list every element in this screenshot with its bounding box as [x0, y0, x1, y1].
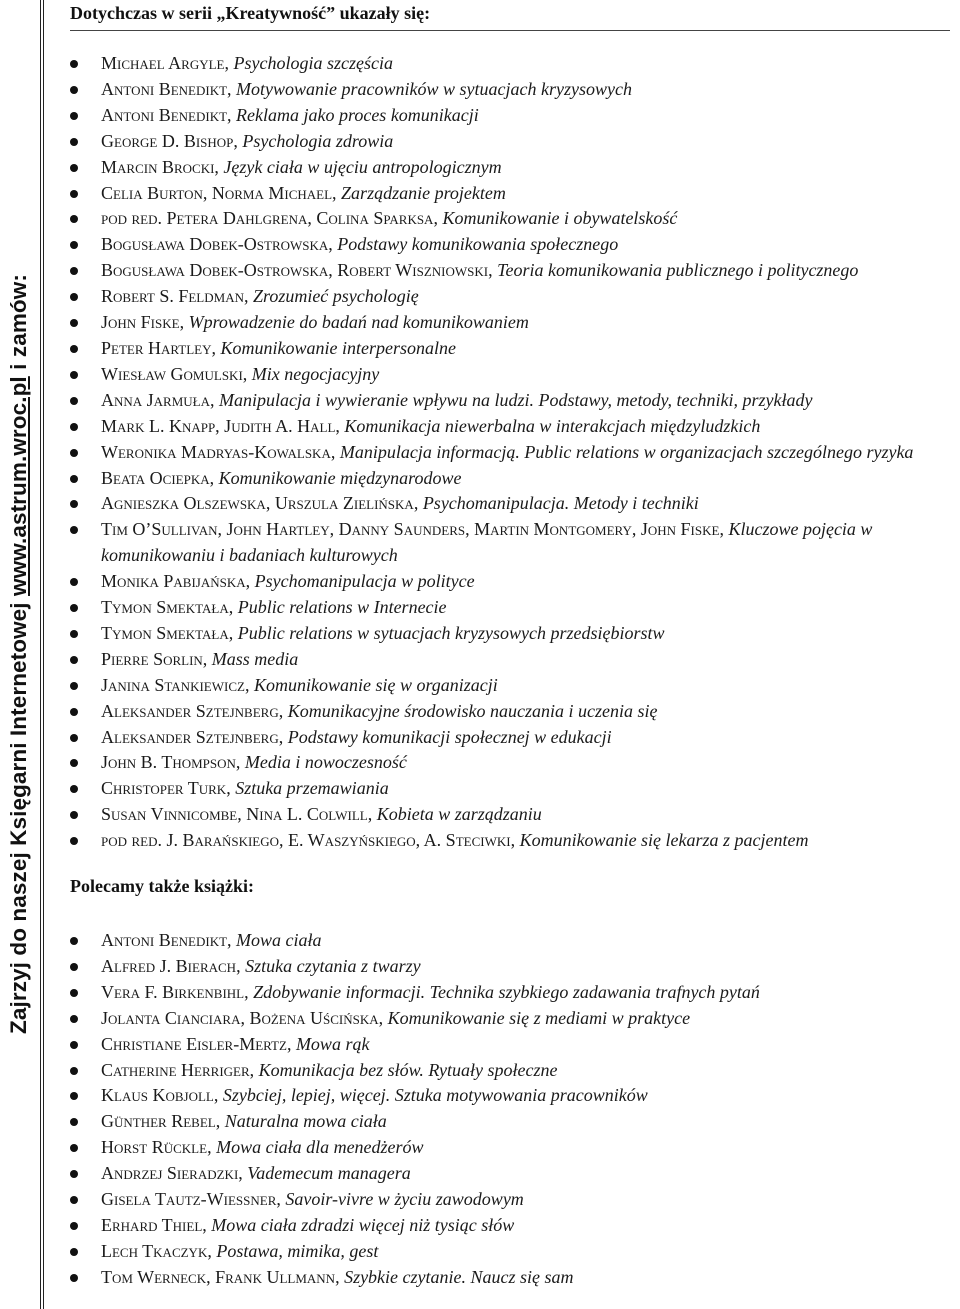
book-author: Christiane Eisler-Mertz — [101, 1033, 287, 1054]
book-author: Günther Rebel — [101, 1111, 216, 1132]
book-author: Robert S. Feldman — [101, 286, 244, 307]
book-title: Mowa ciała — [236, 930, 322, 950]
book-author: Tymon Smektała — [101, 622, 229, 643]
book-author: John Fiske — [101, 312, 180, 333]
book-entry: Lech Tkaczyk, Postawa, mimika, gest — [70, 1239, 955, 1265]
book-entry: Marcin Brocki, Język ciała w ujęciu antropologicznym — [70, 155, 955, 181]
book-author: Monika Pabijańska — [101, 571, 246, 592]
book-author: Marcin Brocki — [101, 156, 215, 177]
book-title: Manipulacja informacją. Public relations w organizacjach szczególnego ryzyka — [339, 441, 914, 462]
book-entry: Bogusława Dobek-Ostrowska, Podstawy komunikowania społecznego — [70, 232, 955, 258]
book-entry: Weronika Madryas-Kowalska, Manipulacja informacją. Public relations w organizacjach szczególnego ryzyka — [70, 440, 955, 466]
recommended-book-list — [70, 928, 955, 1291]
book-title: Public relations w Internecie — [237, 597, 447, 618]
book-entry: Tymon Smektała, Public relations w sytuacjach kryzysowych przedsiębiorstw — [70, 621, 955, 647]
book-title: Sztuka czytania z twarzy — [245, 955, 421, 976]
book-author: Peter Hartley — [101, 337, 212, 358]
book-title: Język ciała w ujęciu antropologicznym — [223, 156, 502, 177]
series-heading: Dotychczas w serii „Kreatywność” ukazały się: — [70, 3, 431, 23]
book-title: Mowa rąk — [295, 1033, 370, 1054]
book-entry: Susan Vinnicombe, Nina L. Colwill, Kobieta w zarządzaniu — [70, 802, 955, 828]
book-title: Komunikowanie i obywatelskość — [442, 208, 678, 229]
book-title: Psychomanipulacja. Metody i techniki — [422, 493, 699, 514]
book-entry: Bogusława Dobek-Ostrowska, Robert Wiszniowski, Teoria komunikowania publicznego i politycznego — [70, 258, 955, 284]
vertical-rule — [43, 0, 44, 1309]
book-entry: Mark L. Knapp, Judith A. Hall, Komunikacja niewerbalna w interakcjach międzyludzkich — [70, 414, 955, 440]
book-title: Mowa ciała zdradzi więcej niż tysiąc słów — [211, 1214, 515, 1235]
book-entry: Pierre Sorlin, Mass media — [70, 647, 955, 673]
book-title: Reklama jako proces komunikacji — [236, 104, 479, 125]
book-title: Sztuka przemawiania — [235, 778, 389, 799]
book-entry: Vera F. Birkenbihl, Zdobywanie informacji. Technika szybkiego zadawania trafnych pytań — [70, 980, 955, 1006]
book-title: Szybciej, lepiej, więcej. Sztuka motywowania pracowników — [222, 1085, 648, 1106]
book-entry: Jolanta Cianciara, Bożena Uścińska, Komunikowanie się z mediami w praktyce — [70, 1006, 955, 1032]
book-author: Beata Ociepka — [101, 467, 210, 488]
book-title: Postawa, mimika, gest — [216, 1240, 379, 1261]
book-title: Mass media — [211, 648, 299, 669]
book-author: Vera F. Birkenbihl — [101, 981, 245, 1002]
side-banner — [0, 0, 38, 1309]
book-entry: Gisela Tautz-Wiessner, Savoir-vivre w życiu zawodowym — [70, 1187, 955, 1213]
book-author: Susan Vinnicombe, Nina L. Colwill — [101, 804, 368, 825]
book-entry: pod red. J. Barańskiego, E. Waszyńskiego, A. Steciwki, Komunikowanie się lekarza z pacjentem — [70, 828, 955, 854]
book-entry: Andrzej Sieradzki, Vademecum managera — [70, 1161, 955, 1187]
book-author: Tom Werneck, Frank Ullmann — [101, 1266, 336, 1287]
book-entry: Peter Hartley, Komunikowanie interpersonalne — [70, 336, 955, 362]
book-title: Komunikacja bez słów. Rytuały społeczne — [258, 1059, 558, 1080]
book-author: Aleksander Sztejnberg — [101, 726, 279, 747]
book-title: Naturalna mowa ciała — [224, 1111, 387, 1132]
book-title: Psychomanipulacja w polityce — [254, 571, 475, 592]
book-entry: Antoni Benedikt, Mowa ciała — [70, 928, 955, 954]
book-entry: Agnieszka Olszewska, Urszula Zielińska, Psychomanipulacja. Metody i techniki — [70, 491, 955, 517]
book-author: Michael Argyle — [101, 53, 225, 73]
book-author: Horst Rückle — [101, 1137, 208, 1158]
book-author: pod red. J. Barańskiego, E. Waszyńskiego, A. Steciwki — [101, 830, 511, 851]
book-author: Tymon Smektała — [101, 597, 229, 618]
book-entry: Christiane Eisler-Mertz, Mowa rąk — [70, 1032, 955, 1058]
book-entry: Robert S. Feldman, Zrozumieć psychologię — [70, 284, 955, 310]
book-entry: Janina Stankiewicz, Komunikowanie się w organizacji — [70, 673, 955, 699]
book-entry: Aleksander Sztejnberg, Komunikacyjne środowisko nauczania i uczenia się — [70, 699, 955, 725]
book-author: Klaus Kobjoll — [101, 1085, 214, 1106]
book-author: Janina Stankiewicz — [101, 674, 245, 695]
book-author: Antoni Benedikt — [101, 104, 228, 125]
book-entry: Celia Burton, Norma Michael, Zarządzanie projektem — [70, 181, 955, 207]
book-author: Antoni Benedikt — [101, 78, 228, 99]
book-author: Catherine Herriger — [101, 1059, 250, 1080]
book-entry: Antoni Benedikt, Reklama jako proces komunikacji — [70, 103, 955, 129]
book-author: Aleksander Sztejnberg — [101, 700, 279, 721]
book-entry: Tymon Smektała, Public relations w Internecie — [70, 595, 955, 621]
book-author: Wiesław Gomulski — [101, 363, 243, 384]
side-banner-text — [6, 274, 32, 1034]
recommended-heading: Polecamy także książki: — [70, 876, 254, 896]
book-author: Tim O’Sullivan, John Hartley, Danny Saunders, Martin Montgomery, John Fiske — [101, 519, 720, 540]
bookstore-link[interactable]: www.astrum.wroc.pl — [6, 376, 31, 596]
book-author: Alfred J. Bierach — [101, 955, 237, 976]
book-author: Antoni Benedikt — [101, 930, 228, 950]
heading-divider — [70, 30, 950, 31]
book-title: Savoir-vivre w życiu zawodowym — [285, 1189, 524, 1210]
book-entry: Alfred J. Bierach, Sztuka czytania z twarzy — [70, 954, 955, 980]
book-author: Jolanta Cianciara, Bożena Uścińska — [101, 1007, 379, 1028]
book-author: John B. Thompson — [101, 752, 236, 773]
book-author: pod red. Petera Dahlgrena, Colina Sparksa — [101, 208, 434, 229]
book-title: Kobieta w zarządzaniu — [376, 804, 542, 825]
book-author: Andrzej Sieradzki — [101, 1163, 239, 1184]
vertical-rule — [40, 0, 41, 1309]
book-entry: Catherine Herriger, Komunikacja bez słów. Rytuały społeczne — [70, 1058, 955, 1084]
book-entry: Aleksander Sztejnberg, Podstawy komunikacji społecznej w edukacji — [70, 725, 955, 751]
book-title: Zrozumieć psychologię — [252, 286, 419, 307]
book-entry: Beata Ociepka, Komunikowanie międzynarodowe — [70, 466, 955, 492]
book-title: Komunikacyjne środowisko nauczania i uczenia się — [287, 700, 658, 721]
book-author: Agnieszka Olszewska, Urszula Zielińska — [101, 493, 414, 514]
book-entry: Klaus Kobjoll, Szybciej, lepiej, więcej. Sztuka motywowania pracowników — [70, 1083, 955, 1109]
book-author: Erhard Thiel — [101, 1214, 203, 1235]
book-entry: Erhard Thiel, Mowa ciała zdradzi więcej niż tysiąc słów — [70, 1213, 955, 1239]
book-title: Komunikowanie międzynarodowe — [218, 467, 462, 488]
book-title: Vademecum managera — [247, 1163, 411, 1184]
book-entry: Anna Jarmuła, Manipulacja i wywieranie wpływu na ludzi. Podstawy, metody, techniki, przykłady — [70, 388, 955, 414]
book-title: Komunikowanie się w organizacji — [253, 674, 498, 695]
book-author: Pierre Sorlin — [101, 648, 203, 669]
book-title: Psychologia szczęścia — [233, 53, 393, 73]
book-entry: Tom Werneck, Frank Ullmann, Szybkie czytanie. Naucz się sam — [70, 1265, 955, 1291]
book-entry: Wiesław Gomulski, Mix negocjacyjny — [70, 362, 955, 388]
side-banner-prefix: Zajrzyj do naszej Księgarni Internetowej — [6, 602, 31, 1034]
book-title: Zdobywanie informacji. Technika szybkiego zadawania trafnych pytań — [253, 981, 760, 1002]
book-title: Komunikowanie interpersonalne — [220, 337, 456, 358]
book-title: Teoria komunikowania publicznego i politycznego — [497, 260, 859, 281]
book-entry: John Fiske, Wprowadzenie do badań nad komunikowaniem — [70, 310, 955, 336]
book-title: Public relations w sytuacjach kryzysowych przedsiębiorstw — [237, 622, 665, 643]
book-title: Wprowadzenie do badań nad komunikowaniem — [188, 312, 529, 333]
book-author: Anna Jarmuła — [101, 389, 211, 410]
book-title: Komunikowanie się z mediami w praktyce — [387, 1007, 691, 1028]
book-title: Psychologia zdrowia — [242, 130, 394, 151]
book-entry: John B. Thompson, Media i nowoczesność — [70, 750, 955, 776]
book-author: Weronika Madryas-Kowalska — [101, 441, 331, 462]
book-title: Mix negocjacyjny — [251, 363, 380, 384]
book-entry: pod red. Petera Dahlgrena, Colina Sparksa, Komunikowanie i obywatelskość — [70, 206, 955, 232]
book-title: Media i nowoczesność — [244, 752, 407, 773]
book-entry: Michael Argyle, Psychologia szczęścia — [70, 51, 955, 77]
book-author: Lech Tkaczyk — [101, 1240, 208, 1261]
series-book-list — [70, 51, 955, 854]
side-banner-suffix: i zamów: — [6, 274, 31, 370]
book-title: Manipulacja i wywieranie wpływu na ludzi. Podstawy, metody, techniki, przykłady — [219, 389, 813, 410]
book-title: Komunikowanie się lekarza z pacjentem — [519, 830, 809, 851]
book-author: Bogusława Dobek-Ostrowska — [101, 234, 329, 255]
book-entry: Horst Rückle, Mowa ciała dla menedżerów — [70, 1135, 955, 1161]
book-author: Gisela Tautz-Wiessner — [101, 1189, 277, 1210]
book-entry: Christoper Turk, Sztuka przemawiania — [70, 776, 955, 802]
book-author: Celia Burton, Norma Michael — [101, 182, 333, 203]
book-entry: Antoni Benedikt, Motywowanie pracowników w sytuacjach kryzysowych — [70, 77, 955, 103]
book-title: Motywowanie pracowników w sytuacjach kryzysowych — [236, 78, 632, 99]
book-author: Bogusława Dobek-Ostrowska, Robert Wiszniowski — [101, 260, 489, 281]
book-title: Podstawy komunikacji społecznej w edukacji — [287, 726, 612, 747]
book-author: George D. Bishop — [101, 130, 234, 151]
book-title: Komunikacja niewerbalna w interakcjach międzyludzkich — [344, 415, 761, 436]
book-entry: Tim O’Sullivan, John Hartley, Danny Saunders, Martin Montgomery, John Fiske, Kluczowe pojęcia w komunikowaniu i badaniach kulturowych — [70, 517, 955, 569]
book-entry: Günther Rebel, Naturalna mowa ciała — [70, 1109, 955, 1135]
book-author: Christoper Turk — [101, 778, 227, 799]
book-title: Kluczowe pojęcia w komunikowaniu i badaniach kulturowych — [101, 519, 873, 566]
book-entry: Monika Pabijańska, Psychomanipulacja w polityce — [70, 569, 955, 595]
book-entry: George D. Bishop, Psychologia zdrowia — [70, 129, 955, 155]
book-title: Szybkie czytanie. Naucz się sam — [344, 1266, 574, 1287]
book-author: Mark L. Knapp, Judith A. Hall — [101, 415, 336, 436]
book-title: Podstawy komunikowania społecznego — [337, 234, 619, 255]
book-title: Mowa ciała dla menedżerów — [216, 1137, 424, 1158]
book-title: Zarządzanie projektem — [341, 182, 506, 203]
